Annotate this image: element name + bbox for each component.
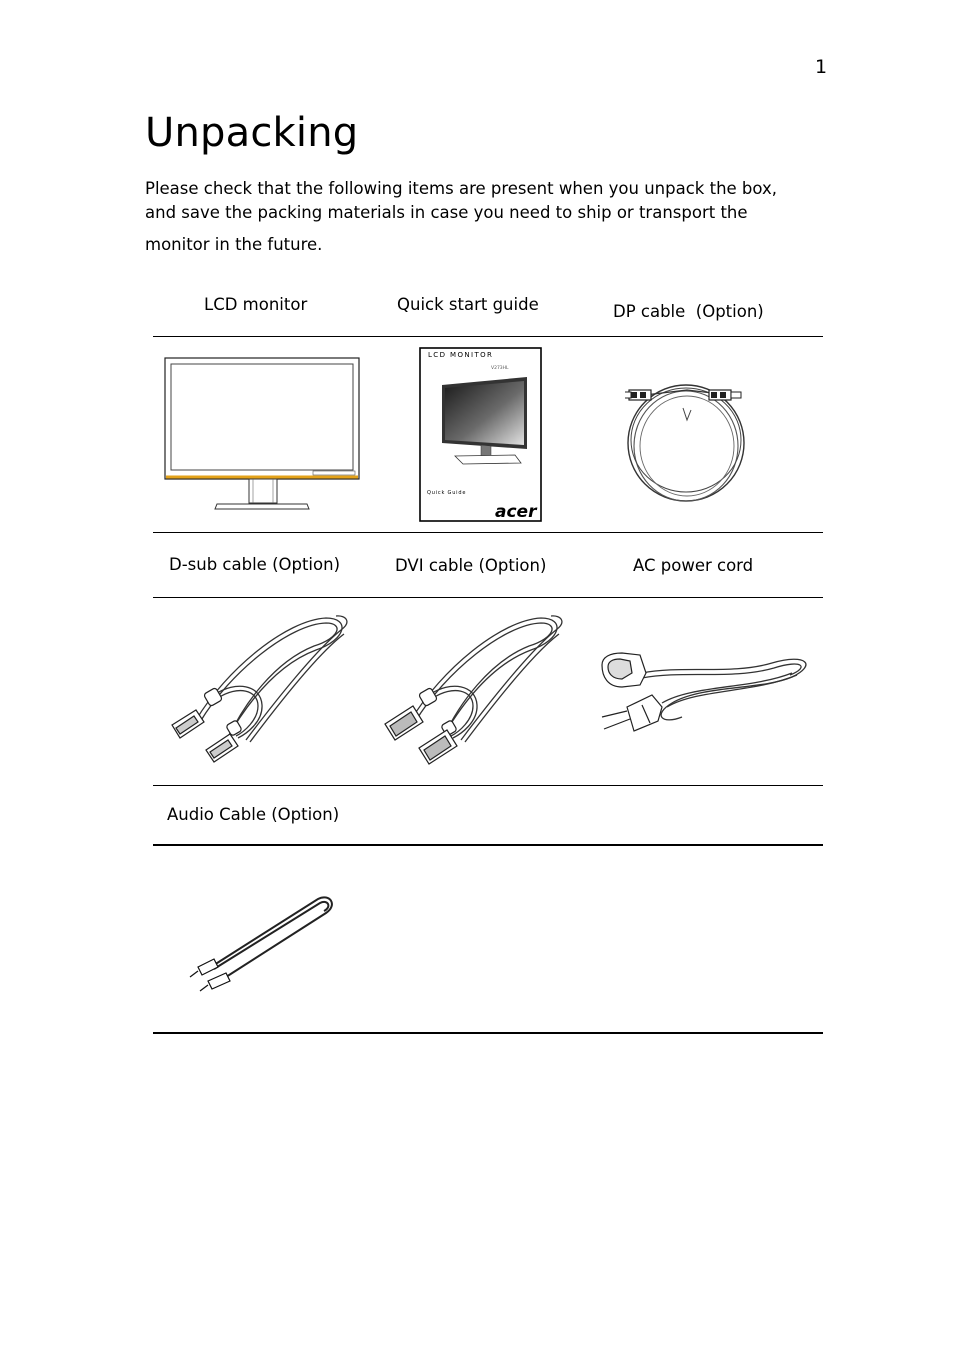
table-rule — [153, 336, 823, 337]
intro-line-3: monitor in the future. — [145, 235, 323, 254]
page-number: 1 — [815, 56, 828, 78]
dvi-cable-icon — [381, 610, 567, 768]
intro-line-1: Please check that the following items are present when you unpack the box, — [145, 179, 777, 198]
item-label-quick-start-guide: Quick start guide — [397, 295, 539, 314]
table-rule — [153, 532, 823, 533]
quick-guide-icon — [419, 347, 543, 523]
guide-brand-text: acer — [495, 502, 537, 522]
table-rule — [153, 844, 823, 846]
guide-header-text: LCD MONITOR — [428, 351, 494, 359]
audio-cable-icon — [186, 895, 338, 995]
item-label-dsub-cable: D-sub cable (Option) — [169, 555, 341, 574]
item-label-lcd-monitor: LCD monitor — [204, 295, 308, 314]
item-label-audio-cable: Audio Cable (Option) — [167, 805, 340, 824]
guide-model-text: V273HL — [491, 366, 509, 371]
table-rule — [153, 785, 823, 786]
table-rule — [153, 597, 823, 598]
lcd-monitor-icon — [163, 356, 363, 512]
ac-power-cord-icon — [592, 645, 818, 737]
page-title: Unpacking — [145, 110, 359, 156]
dp-cable-icon — [625, 380, 749, 508]
item-label-ac-power-cord: AC power cord — [633, 556, 754, 575]
intro-line-2: and save the packing materials in case you need to ship or transport the — [145, 203, 748, 222]
item-label-dvi-cable: DVI cable (Option) — [395, 556, 547, 575]
table-rule — [153, 1032, 823, 1034]
item-label-dp-cable: DP cable (Option) — [613, 302, 764, 321]
dsub-cable-icon — [166, 610, 352, 768]
guide-subtitle-text: Quick Guide — [427, 490, 467, 496]
